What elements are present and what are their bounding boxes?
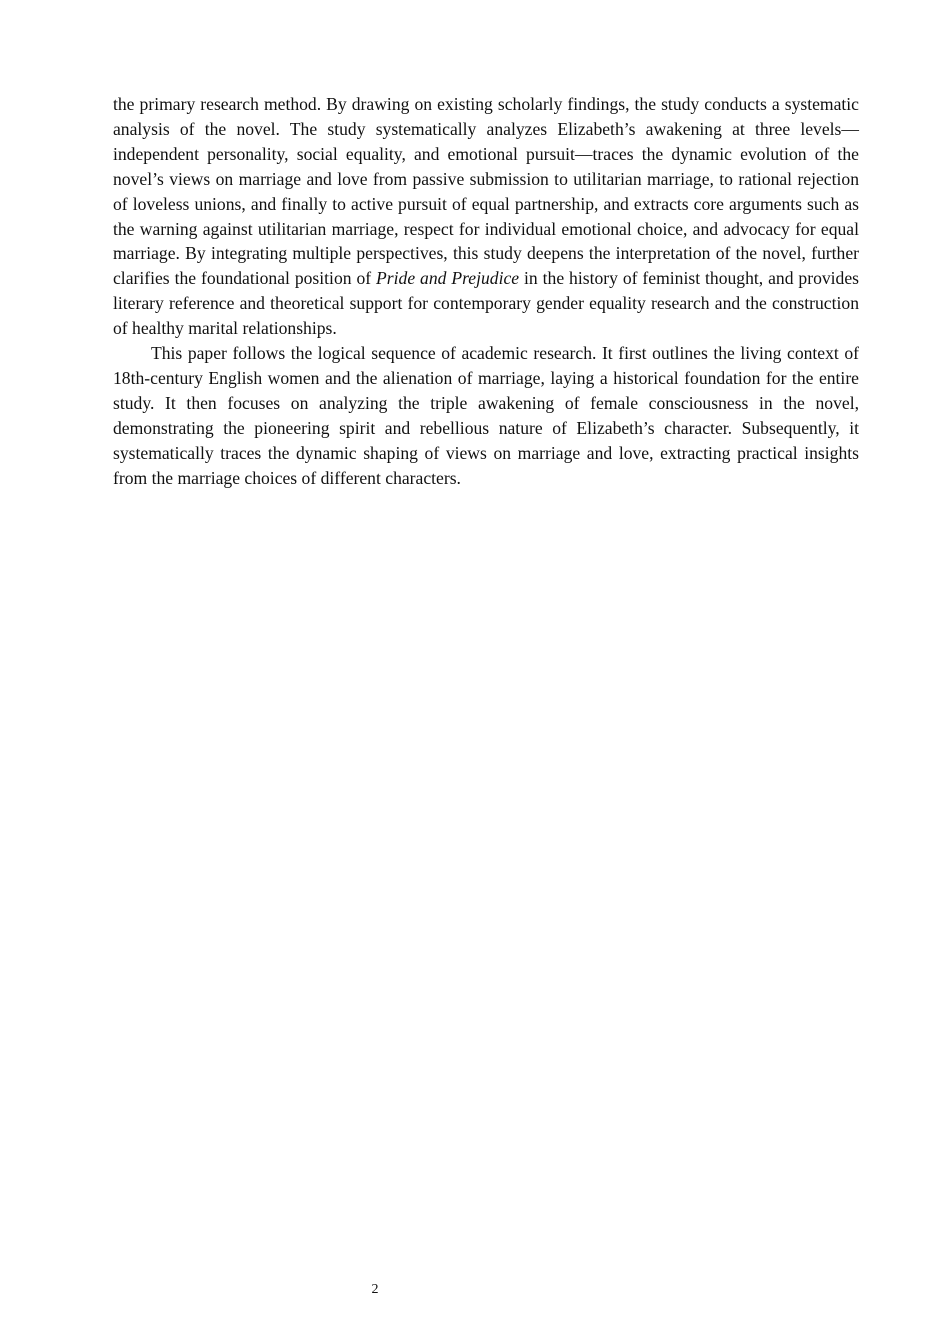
- paragraph: This paper follows the logical sequence of academic research. It first outlines the living context of 18th-century English women and the alienation of marriage, laying a historical foundation for the entire study. It then focuses on analyzing the triple awakening of female consciousness in the novel, demonstrating the pioneering spirit and rebellious nature of Elizabeth’s character. Subsequently, it systematically traces the dynamic shaping of views on marriage and love, extracting practical insights from the marriage choices of different characters.: [113, 343, 859, 488]
- body-text: [113, 92, 859, 491]
- book-title: Pride and Prejudice: [376, 268, 520, 289]
- paragraph: [113, 92, 859, 341]
- page-number: 2: [371, 1282, 379, 1297]
- paragraph-text: in the history of feminist thought, and provides literary reference and theoretical support for contemporary gender equality research and the construction of healthy marital relationships.: [113, 268, 860, 339]
- paragraph-text: the primary research method. By drawing on existing scholarly findings, the study conducts a systematic analysis of the novel. The study systematically analyzes Elizabeth’s awakening at three levels—independent personality, social equality, and emotional pursuit—traces the dynamic evolution of the novel’s views on marriage and love from passive submission to utilitarian marriage, to rational rejection of loveless unions, and finally to active pursuit of equal partnership, and extracts core arguments such as the warning against utilitarian marriage, respect for individual emotional choice, and advocacy for equal marriage. By integrating multiple perspectives, this study deepens the interpretation of the novel, further clarifies the foundational position of: [113, 94, 859, 289]
